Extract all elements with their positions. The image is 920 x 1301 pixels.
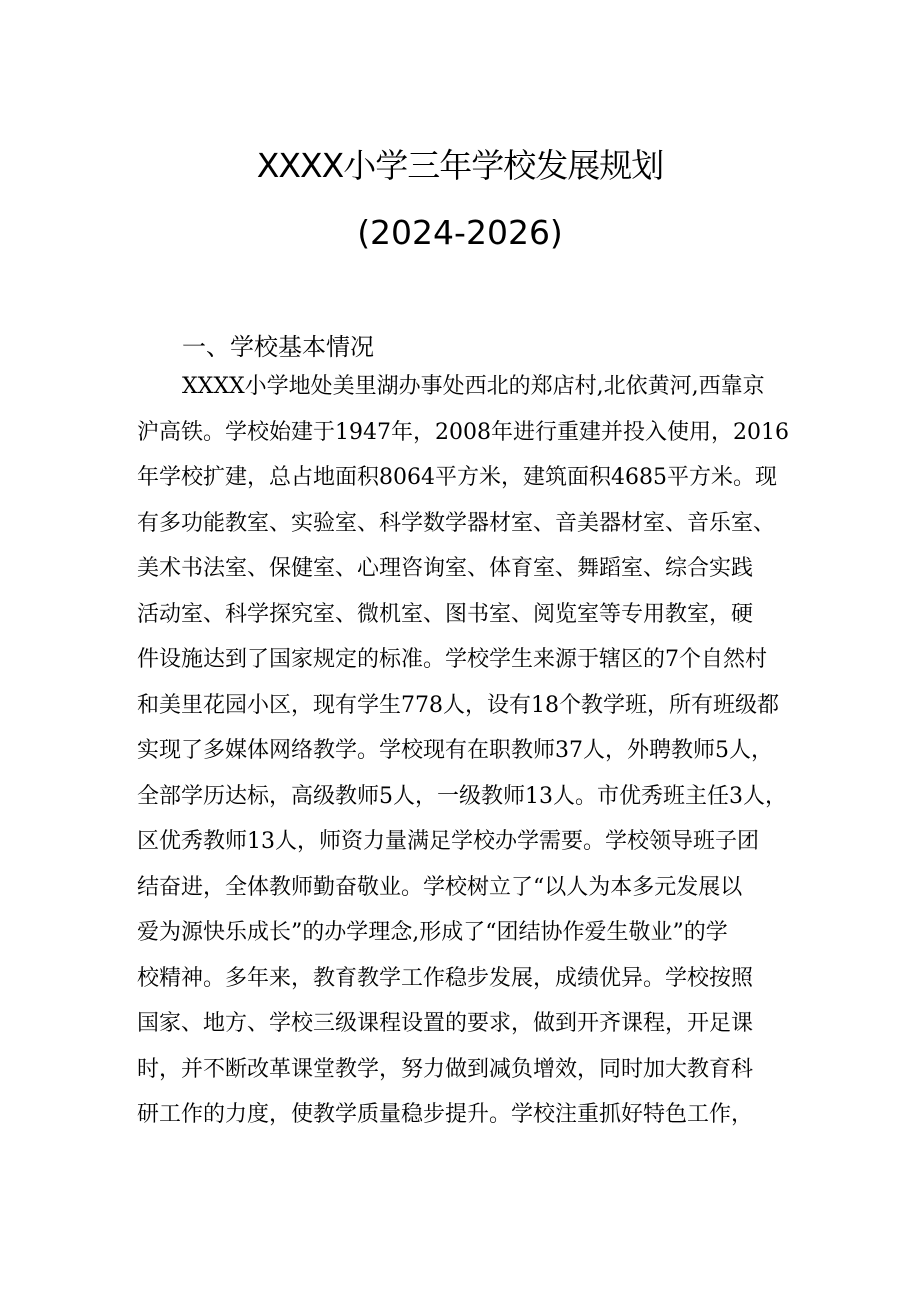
paragraph-line: 件设施达到了国家规定的标准。学校学生来源于辖区的7个自然村	[137, 647, 767, 672]
paragraph-line: 和美里花园小区，现有学生778人，设有18个教学班，所有班级都	[137, 692, 779, 718]
paragraph-line: 活动室、科学探究室、微机室、图书室、阅览室等专用教室，硬	[137, 601, 754, 627]
section-heading: 一、学校基本情况	[182, 333, 374, 361]
paragraph-line: 全部学历达标，高级教师5人，一级教师13人。市优秀班主任3人，	[137, 783, 787, 809]
document-subtitle: (2024-2026)	[357, 213, 563, 252]
paragraph-line: 美术书法室、保健室、心理咨询室、体育室、舞蹈室、综合实践	[137, 556, 754, 581]
paragraph-line: 校精神。多年来，教育教学工作稳步发展，成绩优异。学校按照	[137, 965, 754, 991]
paragraph-line: 结奋进，全体教师勤奋敬业。学校树立了“以人为本多元发展以	[137, 874, 743, 900]
paragraph-line: 爱为源快乐成长”的办学理念,形成了“团结协作爱生敬业”的学	[137, 920, 728, 945]
paragraph-line: 年学校扩建，总占地面积8064平方米，建筑面积4685平方米。现	[137, 465, 777, 490]
paragraph-line: 有多功能教室、实验室、科学数学器材室、音美器材室、音乐室、	[137, 510, 776, 536]
paragraph-line: 时，并不断改革课堂教学，努力做到减负增效，同时加大教育科	[137, 1056, 754, 1082]
paragraph-line: 沪高铁。学校始建于1947年，2008年进行重建并投入使用，2016	[137, 419, 789, 445]
paragraph-line: 研工作的力度，使教学质量稳步提升。学校注重抓好特色工作，	[137, 1102, 754, 1127]
paragraph-line: 区优秀教师13人，师资力量满足学校办学需要。学校领导班子团	[137, 829, 759, 854]
paragraph-line: XXXX小学地处美里湖办事处西北的郑店村,北依黄河,西靠京	[182, 374, 765, 399]
body-paragraph	[137, 364, 817, 1138]
paragraph-line: 实现了多媒体网络教学。学校现有在职教师37人，外聘教师5人，	[137, 738, 773, 763]
document-title: XXXX小学三年学校发展规划	[256, 146, 664, 185]
paragraph-line: 国家、地方、学校三级课程设置的要求，做到开齐课程，开足课	[137, 1011, 754, 1036]
